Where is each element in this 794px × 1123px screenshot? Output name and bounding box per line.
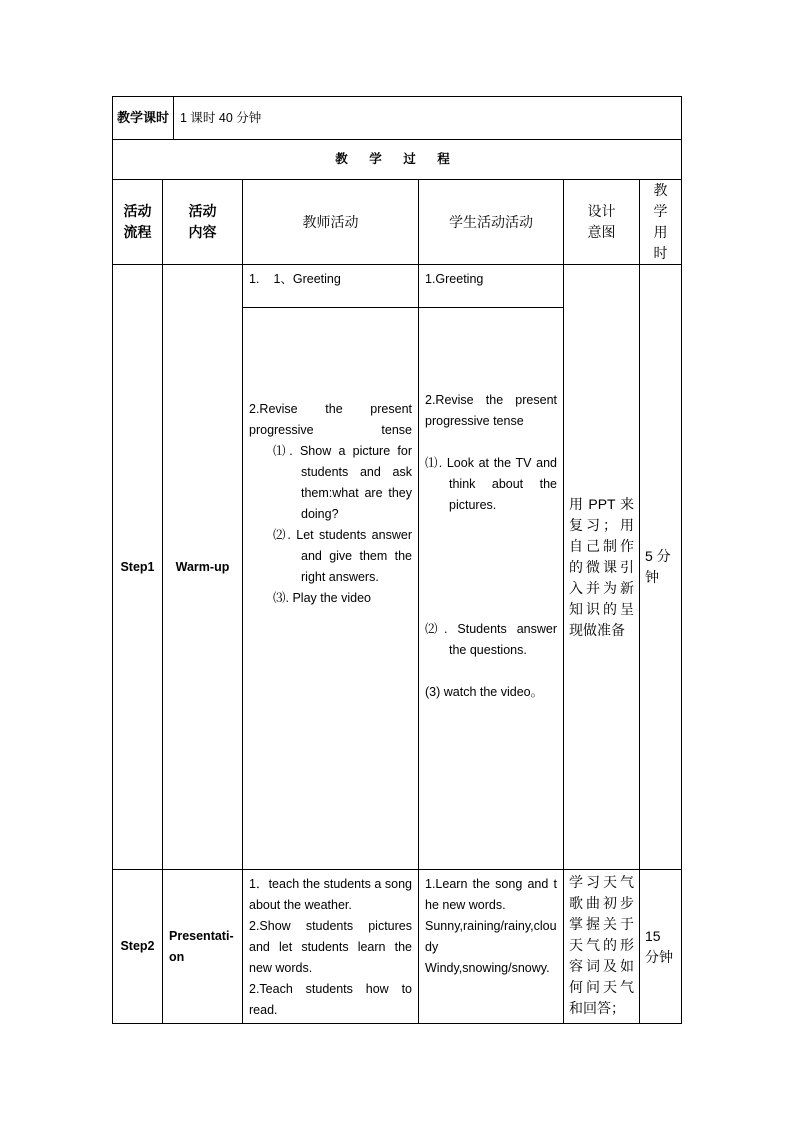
teacher-greeting-text: 1、Greeting xyxy=(273,272,341,286)
step2-student-line-3: Windy,snowing/snowy. xyxy=(425,961,550,975)
teacher-item-3: ⑶. Play the video xyxy=(273,590,371,605)
step1-student-greeting: 1.Greeting xyxy=(419,265,564,308)
step1-teacher-revise xyxy=(243,308,419,870)
step2-design: 学习天气歌曲初步掌握关于天气的形容词及如何问天气和回答； xyxy=(564,870,640,1024)
step1-greeting-row xyxy=(113,265,682,308)
step2-content-line1: Presentati- xyxy=(169,928,234,943)
col-student: 学生活动活动 xyxy=(419,180,564,265)
step2-student-line-2: Sunny,raining/rainy,cloudy xyxy=(425,919,557,954)
student-revise-line: 2.Revise the present progressive tense xyxy=(425,393,557,428)
teacher-item-2: ⑵. Let students answer and give them the right answers. xyxy=(273,527,412,584)
step2-teacher xyxy=(243,870,419,1024)
student-item-3: (3) watch the video。 xyxy=(425,685,544,699)
col-flow: 活动流程 xyxy=(113,180,163,265)
step2-content-line2: on xyxy=(169,949,185,964)
step2-name: Step2 xyxy=(113,870,163,1024)
step2-student xyxy=(419,870,564,1024)
header-table xyxy=(112,96,682,180)
step1-content: Warm-up xyxy=(163,265,243,870)
step2-row xyxy=(113,870,682,1024)
step2-teacher-line-3: 2.Teach students how to read. xyxy=(249,982,412,1017)
col-teacher: 教师活动 xyxy=(243,180,419,265)
teacher-revise-line: 2.Revise the present progressive tense xyxy=(249,401,412,437)
step2-teacher-line-2: 2.Show students pictures and let students learn the new words. xyxy=(249,919,412,975)
col-time: 教学用时 xyxy=(640,180,682,265)
process-table xyxy=(112,179,682,1024)
lesson-hours-value: 1 课时 40 分钟 xyxy=(174,97,682,140)
process-title: 教 学 过 程 xyxy=(113,140,682,180)
step1-time: 5 分钟 xyxy=(640,265,682,870)
col-design: 设计意图 xyxy=(564,180,640,265)
step1-teacher-greeting xyxy=(243,265,419,308)
step1-name: Step1 xyxy=(113,265,163,870)
lesson-hours-label: 教学课时 xyxy=(113,97,174,140)
column-header-row xyxy=(113,180,682,265)
teacher-item-1: ⑴. Show a picture for students and ask them:what are they doing? xyxy=(273,443,412,521)
col-content: 活动内容 xyxy=(163,180,243,265)
step2-time: 15 分钟 xyxy=(640,870,682,1024)
step1-design: 用 PPT 来复习；用自己制作的微课引入并为新知识的呈现做准备 xyxy=(564,265,640,870)
step1-student-revise xyxy=(419,308,564,870)
step2-teacher-line-1: 1．teach the students a song about the weather. xyxy=(249,877,412,912)
student-item-2: ⑵. Students answer the questions. xyxy=(425,622,557,657)
step2-content xyxy=(163,870,243,1024)
student-item-1: ⑴. Look at the TV and think about the pictures. xyxy=(425,456,557,512)
step2-student-line-1: 1.Learn the song and the new words. xyxy=(425,877,557,912)
teacher-greeting-number: 1. xyxy=(249,272,260,286)
